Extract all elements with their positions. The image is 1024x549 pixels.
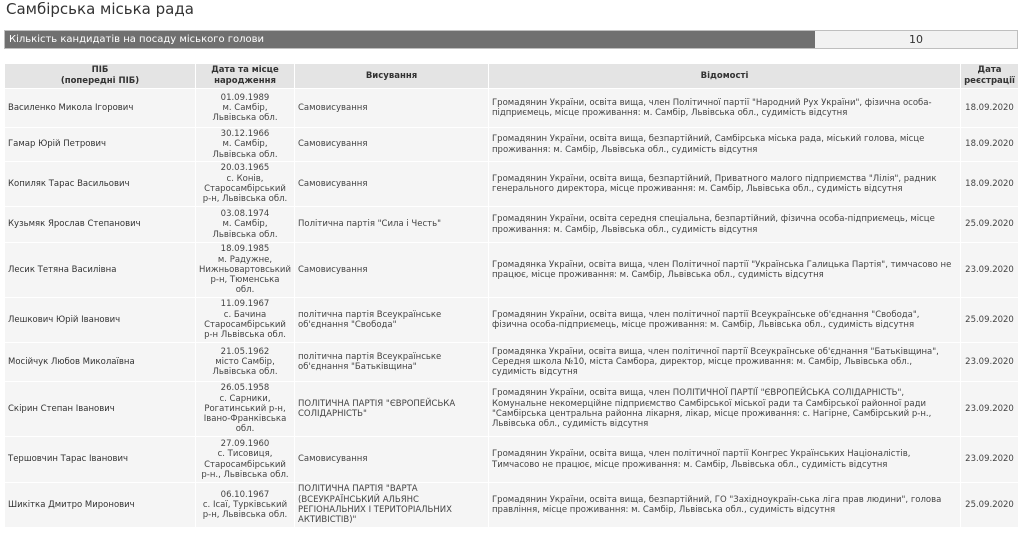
registration-date: 23.09.2020 bbox=[961, 243, 1019, 298]
birth-place-line: с. Конів, bbox=[226, 173, 264, 184]
candidate-info: Громадянин України, освіта вища, безпартійний, Приватного малого підприємства "Лілія", радник генерального директора, місце проживання: м. Самбір, Львівська обл., судимість відсутня bbox=[489, 162, 961, 207]
registration-date: 18.09.2020 bbox=[961, 128, 1019, 162]
candidate-count-bar bbox=[4, 30, 1018, 49]
candidate-birth bbox=[196, 162, 295, 207]
table-row bbox=[5, 382, 1019, 437]
registration-date: 25.09.2020 bbox=[961, 483, 1019, 528]
candidate-info: Громадянин України, освіта вища, безпартійний, Самбірська міська рада, міський голова, місце проживання: м. Самбір, Львівська обл., судимість відсутня bbox=[489, 128, 961, 162]
birth-place-line: Рогатинський р-н, bbox=[204, 403, 286, 414]
birth-date: 11.09.1967 bbox=[220, 299, 270, 310]
birth-place-line: м. Самбір, bbox=[222, 139, 268, 150]
candidate-nomination: ПОЛІТИЧНА ПАРТІЯ "ЄВРОПЕЙСЬКА СОЛІДАРНІСТЬ" bbox=[295, 382, 489, 437]
table-row bbox=[5, 207, 1019, 243]
birth-place-line: Львівська обл. bbox=[212, 229, 278, 240]
birth-place-line: р-н., Львівська обл. bbox=[201, 469, 289, 480]
candidate-birth bbox=[196, 243, 295, 298]
candidate-info: Громадянин України, освіта вища, безпартійний, ГО "Західноукраїн-ська ліга прав людини", голова правління, місце проживання: м. Самбір, Львівська обл., судимість відсутня bbox=[489, 483, 961, 528]
candidate-name: Мосійчук Любов Миколаївна bbox=[5, 343, 196, 382]
candidate-name: Копиляк Тарас Васильович bbox=[5, 162, 196, 207]
birth-place-line: м. Самбір, bbox=[222, 102, 268, 113]
candidate-name: Кузьмяк Ярослав Степанович bbox=[5, 207, 196, 243]
candidate-birth bbox=[196, 343, 295, 382]
candidate-nomination: ПОЛІТИЧНА ПАРТІЯ "ВАРТА (ВСЕУКРАЇНСЬКИЙ АЛЬЯНС РЕГІОНАЛЬНИХ І ТЕРИТОРІАЛЬНИХ АКТИВІСТІВ)" bbox=[295, 483, 489, 528]
birth-place-line: обл. bbox=[235, 424, 255, 435]
birth-place-line: с. Тисовиця, bbox=[217, 449, 273, 460]
registration-date: 23.09.2020 bbox=[961, 343, 1019, 382]
candidate-name: Лешкович Юрій Іванович bbox=[5, 298, 196, 343]
header-registration: Дата реєстрації bbox=[961, 64, 1019, 89]
candidate-name: Шикітка Дмитро Миронович bbox=[5, 483, 196, 528]
birth-place-line: місто Самбір, bbox=[215, 356, 275, 367]
header-name-label: ПІБ bbox=[91, 65, 109, 75]
birth-date: 18.09.1985 bbox=[220, 244, 270, 255]
header-birth: Дата та місце народження bbox=[196, 64, 295, 89]
candidate-info: Громадянин України, освіта вища, член ПОЛІТИЧНОЇ ПАРТІЇ "ЄВРОПЕЙСЬКА СОЛІДАРНІСТЬ", Комунальне некомерційне підприємство Самбірської міської ради та Самбірської районної ради "Самбірська центральна районна лікарня, лікар, місце проживання: с. Нагірне, Самбірський р-н., Львівська обл., судимість відсутня bbox=[489, 382, 961, 437]
candidate-nomination: Самовисування bbox=[295, 162, 489, 207]
birth-place-line: р-н, Львівська обл. bbox=[202, 194, 288, 205]
candidate-birth bbox=[196, 382, 295, 437]
birth-date: 20.03.1965 bbox=[220, 163, 270, 174]
candidate-birth bbox=[196, 128, 295, 162]
header-nomination: Висування bbox=[295, 64, 489, 89]
candidate-info: Громадянин України, освіта середня спеціальна, безпартійний, фізична особа-підприємець, місце проживання: м. Самбір, Львівська обл., судимість відсутня bbox=[489, 207, 961, 243]
candidate-nomination: Самовисування bbox=[295, 128, 489, 162]
candidate-info: Громадянин України, освіта вища, член Політичної партії "Народний Рух України", фізична особа-підприємець, місце проживання: м. Самбір, Львівська обл., судимість відсутня bbox=[489, 89, 961, 128]
birth-place-line: Старосамбірський bbox=[204, 184, 286, 194]
candidate-birth bbox=[196, 483, 295, 528]
birth-date: 21.05.1962 bbox=[220, 346, 270, 357]
candidate-birth bbox=[196, 89, 295, 128]
candidate-name: Гамар Юрій Петрович bbox=[5, 128, 196, 162]
candidate-name: Тершовчин Тарас Іванович bbox=[5, 437, 196, 483]
registration-date: 18.09.2020 bbox=[961, 162, 1019, 207]
birth-place-line: Івано-Франківська bbox=[203, 414, 287, 425]
table-row bbox=[5, 437, 1019, 483]
candidate-count-label: Кількість кандидатів на посаду міського голови bbox=[5, 31, 815, 48]
birth-place-line: м. Радужне, bbox=[217, 254, 273, 265]
birth-place-line: Львівська обл. bbox=[212, 113, 278, 124]
birth-date: 26.05.1958 bbox=[220, 383, 270, 394]
candidate-nomination: політична партія Всеукраїнське об'єднання "Батьківщина" bbox=[295, 343, 489, 382]
header-info: Відомості bbox=[489, 64, 961, 89]
candidate-birth bbox=[196, 207, 295, 243]
candidate-name: Лесик Тетяна Василівна bbox=[5, 243, 196, 298]
birth-place-line: Львівська обл. bbox=[212, 367, 278, 378]
birth-place-line: с. Бачина bbox=[223, 309, 267, 320]
table-row bbox=[5, 128, 1019, 162]
birth-date: 30.12.1966 bbox=[220, 129, 270, 140]
candidates-table bbox=[4, 63, 1019, 528]
candidate-birth bbox=[196, 437, 295, 483]
birth-place-line: р-н Львівська обл. bbox=[204, 330, 286, 341]
candidate-info: Громадянка України, освіта вища, член політичної партії Всеукраїнське об'єднання "Батьківщина", Середня школа №10, міста Самбора, директор, місце проживання: м. Самбір, Львівська обл., судимість відсутня bbox=[489, 343, 961, 382]
birth-place-line: обл. bbox=[235, 285, 255, 296]
candidate-nomination: політична партія Всеукраїнське об'єднання "Свобода" bbox=[295, 298, 489, 343]
birth-date: 01.09.1989 bbox=[220, 92, 270, 103]
birth-place-line: Старосамбірський bbox=[204, 459, 286, 470]
birth-date: 27.09.1960 bbox=[220, 438, 270, 449]
birth-place-line: р-н, Тюменська bbox=[210, 275, 280, 286]
birth-place-line: Львівська обл. bbox=[212, 149, 278, 160]
candidate-info: Громадянин України, освіта вища, член політичної партії Конгрес Українських Націоналістів, Тимчасово не працює, місце проживання: м. Самбір, Львівська обл., судимість відсутня bbox=[489, 437, 961, 483]
table-row bbox=[5, 343, 1019, 382]
registration-date: 25.09.2020 bbox=[961, 298, 1019, 343]
birth-place-line: с. Сарники, bbox=[219, 393, 271, 404]
birth-place-line: Старосамбірський bbox=[204, 320, 286, 330]
table-row bbox=[5, 243, 1019, 298]
table-row bbox=[5, 162, 1019, 207]
table-row bbox=[5, 89, 1019, 128]
registration-date: 23.09.2020 bbox=[961, 382, 1019, 437]
registration-date: 18.09.2020 bbox=[961, 89, 1019, 128]
candidate-name: Скірин Степан Іванович bbox=[5, 382, 196, 437]
birth-place-line: м. Самбір, bbox=[222, 219, 268, 230]
candidate-count-value: 10 bbox=[815, 31, 1017, 48]
candidate-nomination: Самовисування bbox=[295, 89, 489, 128]
candidate-birth bbox=[196, 298, 295, 343]
birth-place-line: р-н, Львівська обл. bbox=[202, 510, 288, 521]
candidate-nomination: Самовисування bbox=[295, 437, 489, 483]
birth-date: 06.10.1967 bbox=[220, 489, 270, 500]
birth-date: 03.08.1974 bbox=[220, 209, 270, 220]
birth-place-line: Нижньовартовський bbox=[199, 264, 291, 275]
candidate-info: Громадянин України, освіта вища, член політичної партії Всеукраїнське об'єднання "Свобода", фізична особа-підприємець, місце проживання: м. Самбір, Львівська обл., судимість відсутня bbox=[489, 298, 961, 343]
table-row bbox=[5, 298, 1019, 343]
table-header-row bbox=[5, 64, 1019, 89]
header-name-sub-label: (попередні ПІБ) bbox=[60, 76, 140, 86]
page-title: Самбірська міська рада bbox=[6, 0, 194, 18]
candidate-name: Василенко Микола Ігорович bbox=[5, 89, 196, 128]
candidate-info: Громадянка України, освіта вища, член Політичної партії "Українська Галицька Партія", тимчасово не працює, місце проживання: м. Самбір, Львівська обл., судимість відсутня bbox=[489, 243, 961, 298]
registration-date: 23.09.2020 bbox=[961, 437, 1019, 483]
header-name bbox=[5, 64, 196, 89]
candidate-nomination: Політична партія "Сила і Честь" bbox=[295, 207, 489, 243]
table-row bbox=[5, 483, 1019, 528]
registration-date: 25.09.2020 bbox=[961, 207, 1019, 243]
candidate-nomination: Самовисування bbox=[295, 243, 489, 298]
birth-place-line: с. Ісаї, Турківський bbox=[202, 499, 288, 510]
